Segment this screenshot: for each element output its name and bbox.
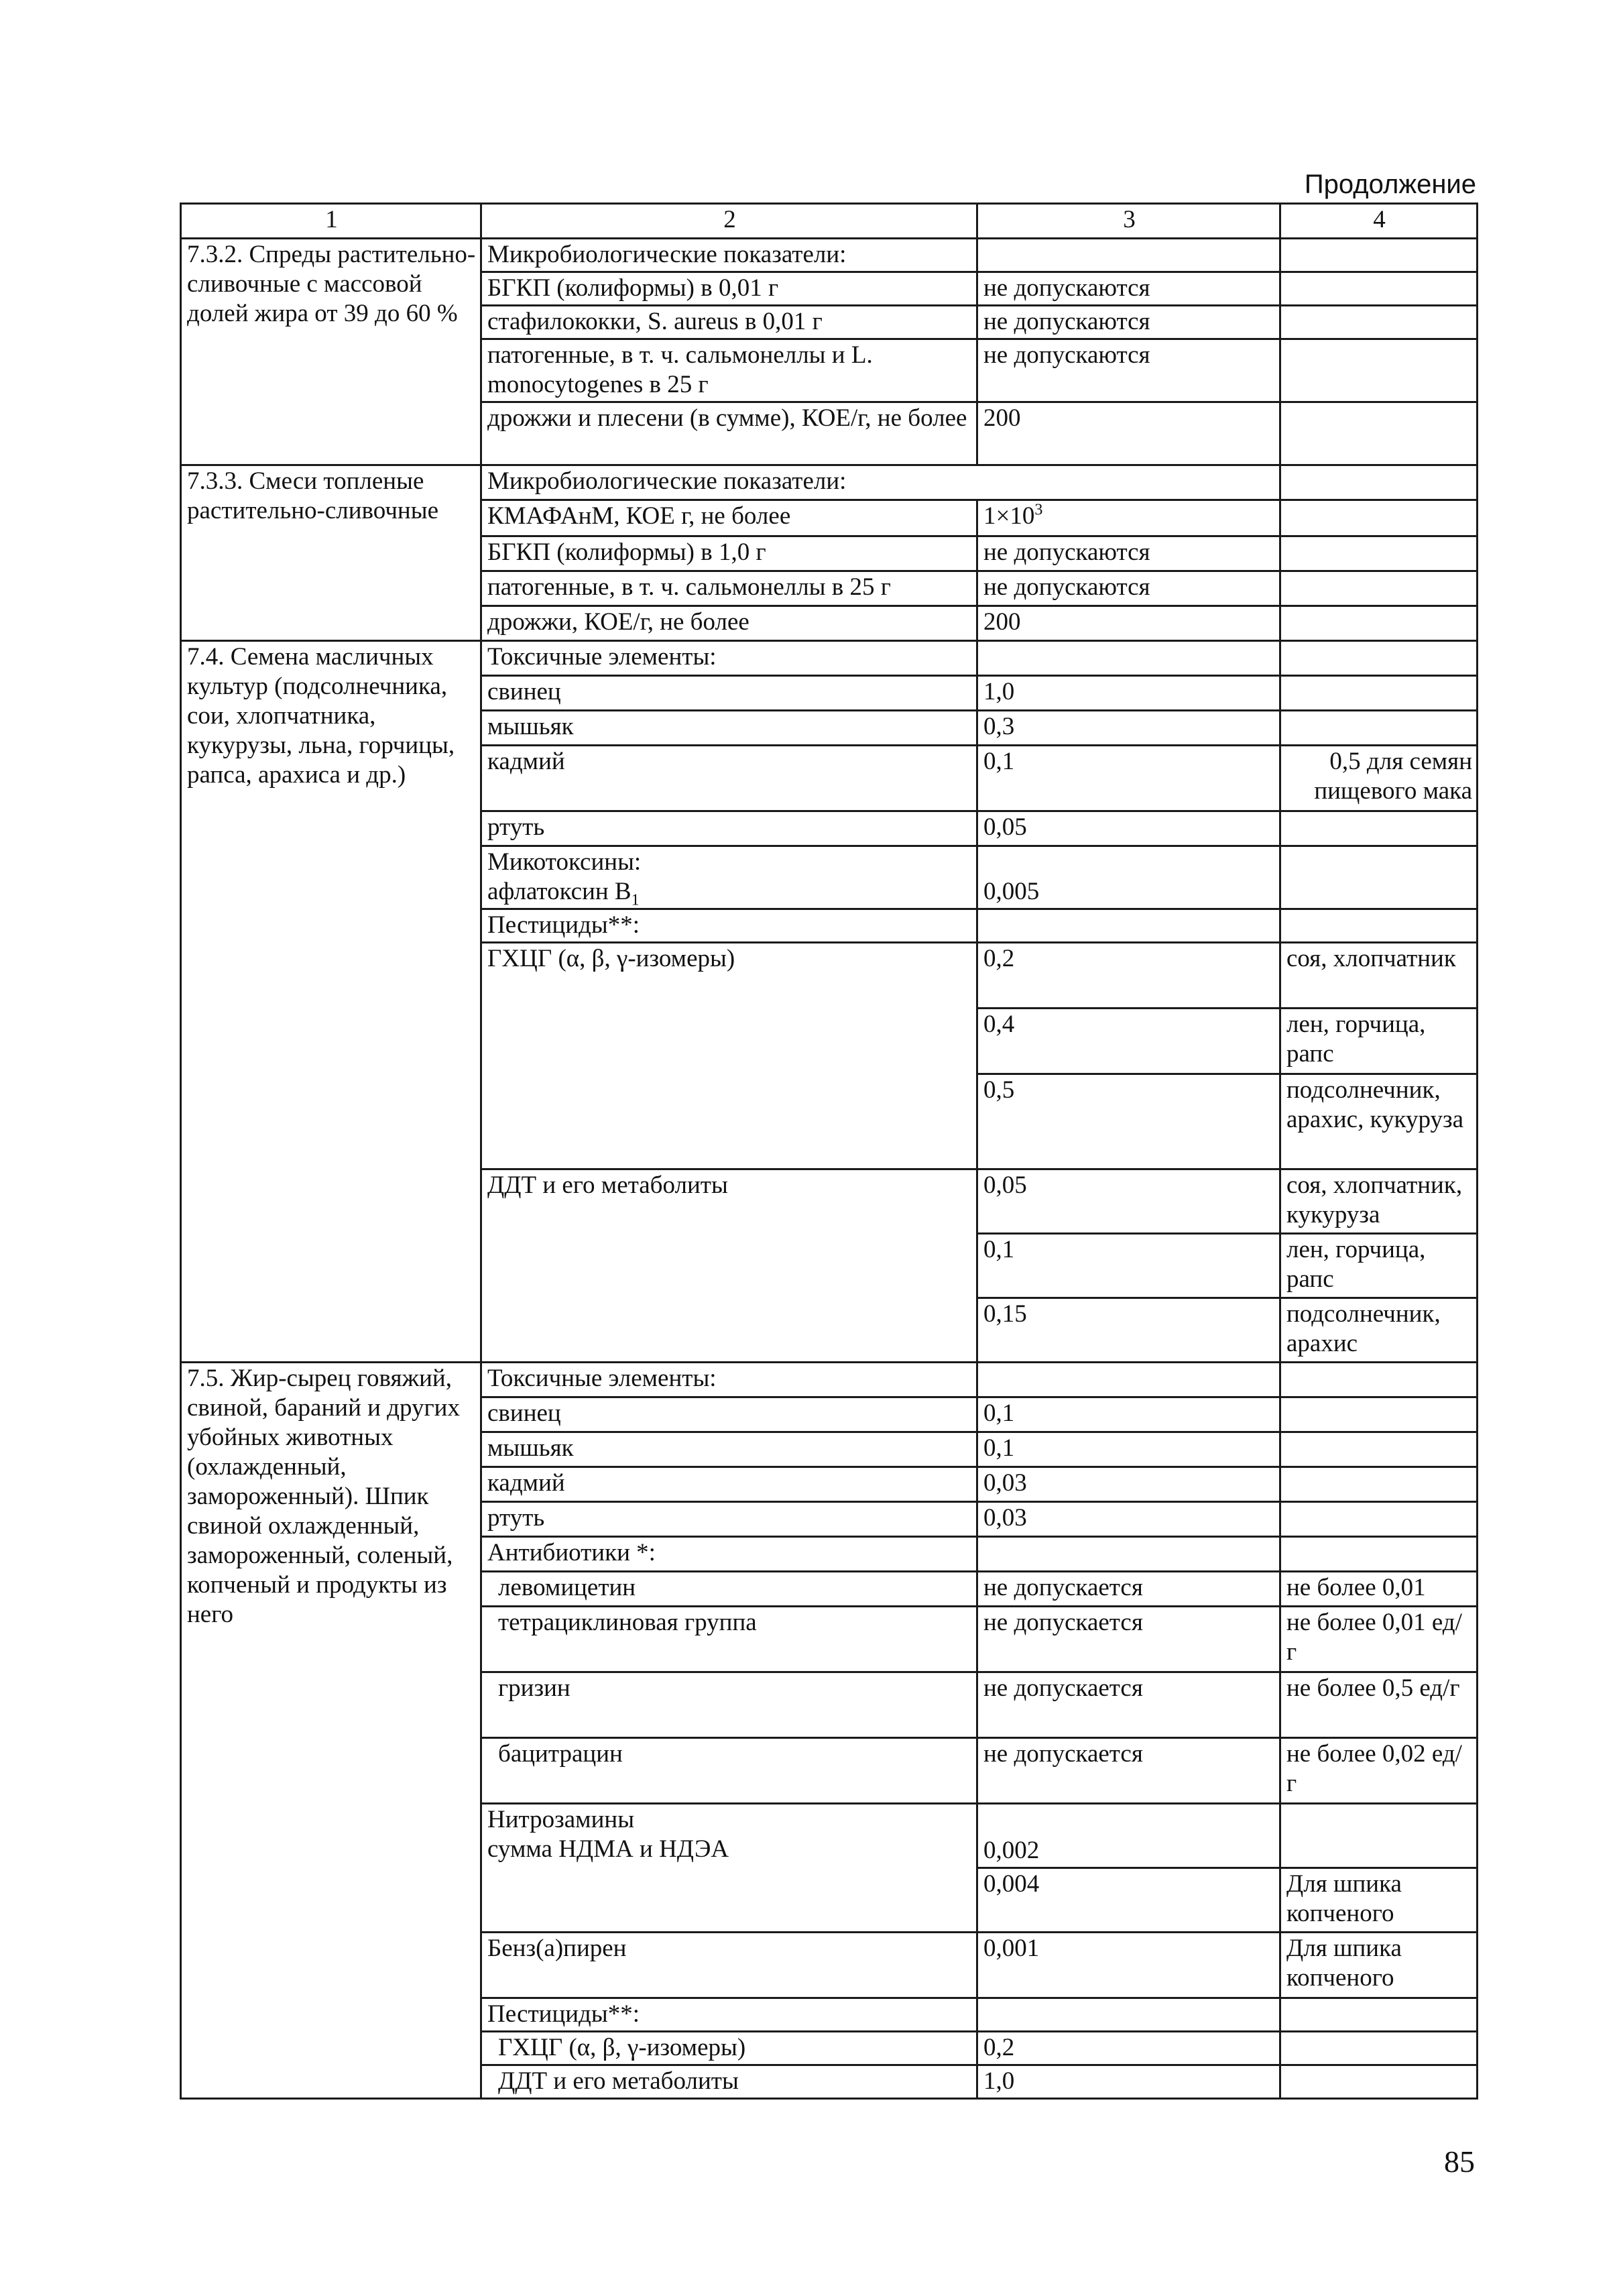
note-cell <box>1280 571 1478 606</box>
indicator-cell: КМАФАнМ, КОЕ г, не более <box>481 500 977 536</box>
value-cell: не допускаются <box>977 339 1280 402</box>
indicator-line: Микотоксины: <box>487 848 642 876</box>
indicator-cell: дрожжи и плесени (в сумме), КОЕ/г, не более <box>481 402 977 465</box>
value-cell: не допускаются <box>977 306 1280 339</box>
indicator-cell: Пестициды**: <box>481 1998 977 2032</box>
value-cell: не допускается <box>977 1572 1280 1607</box>
note-cell <box>1280 1397 1478 1432</box>
note-cell <box>1280 2065 1478 2099</box>
indicator-cell: гризин <box>481 1672 977 1738</box>
indicator-cell: БГКП (колиформы) в 0,01 г <box>481 272 977 306</box>
indicator-cell: левомицетин <box>481 1572 977 1607</box>
indicator-cell: ртуть <box>481 1502 977 1537</box>
value-cell: 200 <box>977 606 1280 641</box>
value-cell: 0,001 <box>977 1933 1280 1998</box>
indicator-cell: Антибиотики *: <box>481 1537 977 1572</box>
product-cell: 7.3.3. Смеси топленые растительно-сливочные <box>181 465 481 641</box>
indicator-cell: тетрациклиновая группа <box>481 1607 977 1672</box>
value-cell: 0,002 <box>977 1804 1280 1868</box>
note-cell <box>1280 500 1478 536</box>
indicator-cell: мышьяк <box>481 1432 977 1467</box>
value-cell: 0,03 <box>977 1502 1280 1537</box>
indicator-text: афлатоксин B <box>487 878 632 905</box>
value-cell: 0,5 <box>977 1074 1280 1169</box>
note-cell <box>1280 641 1478 676</box>
value-cell <box>977 909 1280 943</box>
value-cell: 0,2 <box>977 2032 1280 2065</box>
note-cell <box>1280 811 1478 846</box>
note-cell: лен, горчица, рапс <box>1280 1009 1478 1074</box>
product-cell: 7.5. Жир-сырец говяжий, свиной, бараний и других убойных животных (охлажденный, замороженный). Шпик свиной охлажденный, замороженный, соленый, копченый и продукты из него <box>181 1363 481 2099</box>
value-cell: 0,4 <box>977 1009 1280 1074</box>
indicator-cell: Бенз(а)пирен <box>481 1933 977 1998</box>
column-header: 3 <box>977 204 1280 239</box>
indicator-cell: ГХЦГ (α, β, γ-изомеры) <box>481 943 977 1169</box>
value-cell: 0,05 <box>977 1169 1280 1234</box>
value-cell: не допускаются <box>977 536 1280 571</box>
indicator-cell: патогенные, в т. ч. сальмонеллы и L. monocytogenes в 25 г <box>481 339 977 402</box>
note-cell <box>1280 1537 1478 1572</box>
note-cell: Для шпика копченого <box>1280 1933 1478 1998</box>
value-cell: 0,03 <box>977 1467 1280 1502</box>
note-cell: соя, хлопчатник <box>1280 943 1478 1009</box>
page-number: 85 <box>1444 2144 1475 2179</box>
indicator-cell: кадмий <box>481 1467 977 1502</box>
indicator-cell: ДДТ и его метаболиты <box>481 2065 977 2099</box>
indicator-cell <box>481 846 977 909</box>
column-header: 4 <box>1280 204 1478 239</box>
column-number-row <box>181 204 1478 239</box>
value-cell <box>977 1998 1280 2032</box>
value-cell: не допускается <box>977 1607 1280 1672</box>
indicator-cell: БГКП (колиформы) в 1,0 г <box>481 536 977 571</box>
note-cell: подсолнечник, арахис, кукуруза <box>1280 1074 1478 1169</box>
indicator-cell: Микробиологические показатели: <box>481 465 1280 500</box>
value-cell <box>977 641 1280 676</box>
product-cell: 7.3.2. Спреды растительно-сливочные с массовой долей жира от 39 до 60 % <box>181 239 481 465</box>
indicator-line: сумма НДМА и НДЭА <box>487 1835 729 1863</box>
value-cell: 0,15 <box>977 1298 1280 1363</box>
value-exponent: 3 <box>1034 501 1043 519</box>
note-cell <box>1280 2032 1478 2065</box>
indicator-cell: стафилококки, S. aureus в 0,01 г <box>481 306 977 339</box>
indicator-cell: свинец <box>481 1397 977 1432</box>
table-row <box>181 1363 1478 1397</box>
indicator-line <box>487 877 972 907</box>
indicator-cell: ДДТ и его метаболиты <box>481 1169 977 1363</box>
note-cell: подсолнечник, арахис <box>1280 1298 1478 1363</box>
value-cell: не допускаются <box>977 272 1280 306</box>
note-cell: не более 0,5 ед/г <box>1280 1672 1478 1738</box>
continuation-label: Продолжение <box>1304 170 1476 199</box>
note-cell <box>1280 1502 1478 1537</box>
indicator-cell: бацитрацин <box>481 1738 977 1804</box>
note-cell: не более 0,01 ед/г <box>1280 1607 1478 1672</box>
indicator-cell: Микробиологические показатели: <box>481 239 977 272</box>
note-cell <box>1280 1804 1478 1868</box>
indicator-cell <box>481 1804 977 1933</box>
indicator-cell: ГХЦГ (α, β, γ-изомеры) <box>481 2032 977 2065</box>
note-cell <box>1280 272 1478 306</box>
indicator-cell: Токсичные элементы: <box>481 1363 977 1397</box>
table-row <box>181 641 1478 676</box>
column-header: 2 <box>481 204 977 239</box>
indicator-cell: мышьяк <box>481 711 977 746</box>
hygiene-requirements-table <box>180 203 1478 2100</box>
value-cell <box>977 1363 1280 1397</box>
value-cell: 0,1 <box>977 1234 1280 1298</box>
note-cell <box>1280 1998 1478 2032</box>
value-cell: не допускается <box>977 1672 1280 1738</box>
note-cell: лен, горчица, рапс <box>1280 1234 1478 1298</box>
note-cell <box>1280 339 1478 402</box>
value-cell <box>977 500 1280 536</box>
indicator-cell: Пестициды**: <box>481 909 977 943</box>
note-cell <box>1280 711 1478 746</box>
value-cell <box>977 239 1280 272</box>
value-cell: 200 <box>977 402 1280 465</box>
note-cell <box>1280 402 1478 465</box>
indicator-cell: свинец <box>481 676 977 711</box>
indicator-cell: Токсичные элементы: <box>481 641 977 676</box>
note-cell <box>1280 1432 1478 1467</box>
note-cell <box>1280 536 1478 571</box>
note-cell: 0,5 для семян пищевого мака <box>1280 746 1478 811</box>
note-cell <box>1280 846 1478 909</box>
value-cell: 0,1 <box>977 746 1280 811</box>
value-cell: 0,2 <box>977 943 1280 1009</box>
value-base: 1×10 <box>983 502 1035 530</box>
note-cell: Для шпика копченого <box>1280 1868 1478 1933</box>
note-cell <box>1280 306 1478 339</box>
note-cell <box>1280 465 1478 500</box>
note-cell <box>1280 239 1478 272</box>
note-cell <box>1280 606 1478 641</box>
column-header: 1 <box>181 204 481 239</box>
value-cell: 0,3 <box>977 711 1280 746</box>
note-cell <box>1280 1363 1478 1397</box>
table-row <box>181 239 1478 272</box>
table-row <box>181 465 1478 500</box>
value-cell: не допускается <box>977 1738 1280 1804</box>
product-cell: 7.4. Семена масличных культур (подсолнечника, сои, хлопчатника, кукурузы, льна, горчицы, рапса, арахиса и др.) <box>181 641 481 1363</box>
indicator-line: Нитрозамины <box>487 1806 635 1833</box>
value-cell: 0,1 <box>977 1432 1280 1467</box>
indicator-cell: ртуть <box>481 811 977 846</box>
value-cell: 0,1 <box>977 1397 1280 1432</box>
value-cell: 0,05 <box>977 811 1280 846</box>
note-cell <box>1280 1467 1478 1502</box>
note-cell <box>1280 909 1478 943</box>
value-cell: 1,0 <box>977 2065 1280 2099</box>
indicator-cell: патогенные, в т. ч. сальмонеллы в 25 г <box>481 571 977 606</box>
note-cell: не более 0,02 ед/г <box>1280 1738 1478 1804</box>
indicator-cell: кадмий <box>481 746 977 811</box>
value-cell: не допускаются <box>977 571 1280 606</box>
value-cell: 1,0 <box>977 676 1280 711</box>
value-cell: 0,005 <box>977 846 1280 909</box>
note-cell <box>1280 676 1478 711</box>
value-cell: 0,004 <box>977 1868 1280 1933</box>
note-cell: соя, хлопчатник, кукуруза <box>1280 1169 1478 1234</box>
value-cell <box>977 1537 1280 1572</box>
indicator-cell: дрожжи, КОЕ/г, не более <box>481 606 977 641</box>
note-cell: не более 0,01 <box>1280 1572 1478 1607</box>
indicator-subscript: 1 <box>631 891 640 909</box>
